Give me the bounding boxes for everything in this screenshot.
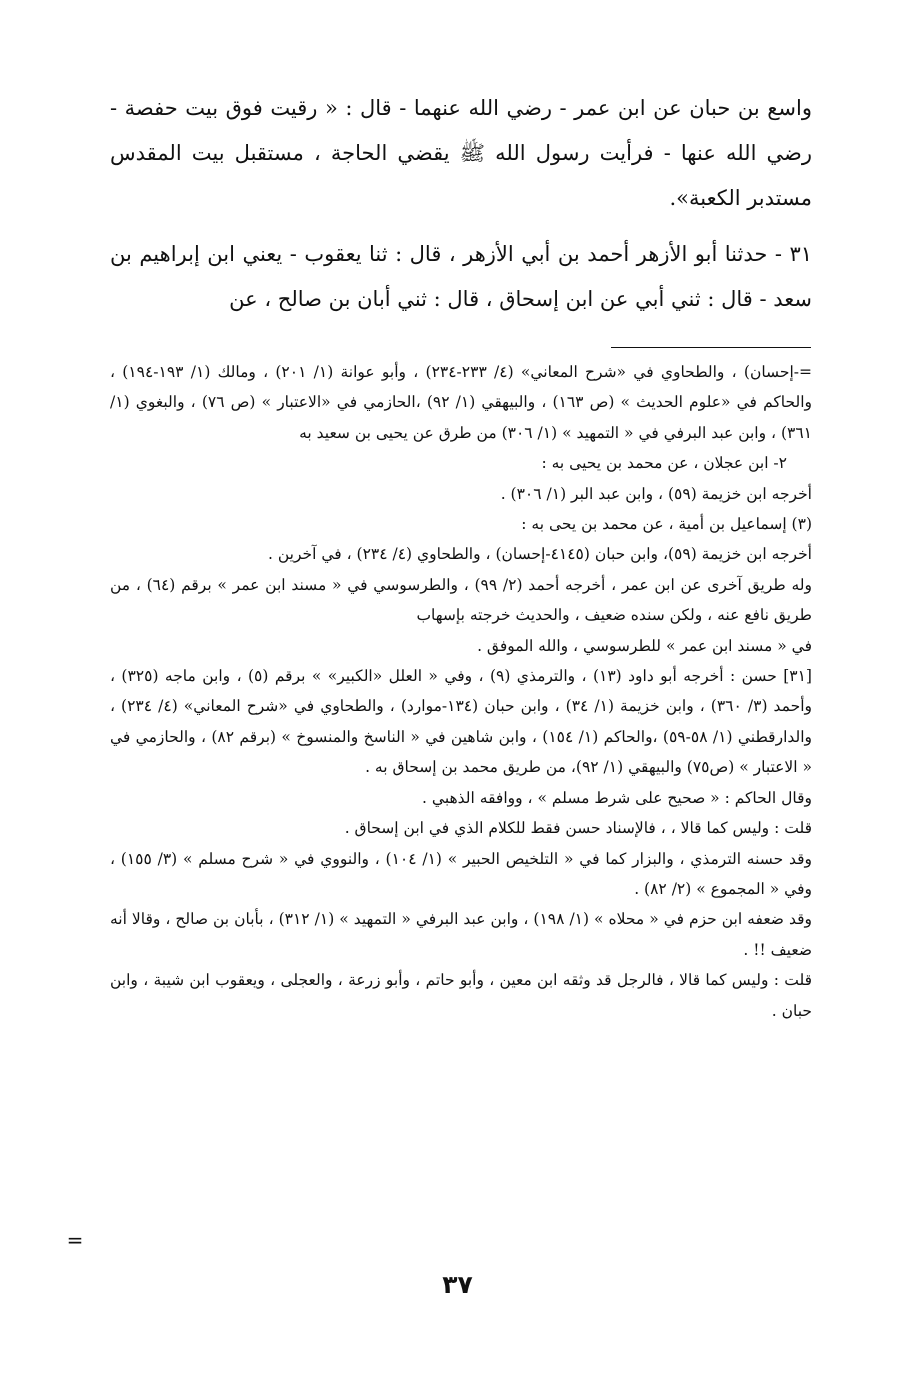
hadith-31-paragraph: ٣١ - حدثنا أبو الأزهر أحمد بن أبي الأزهر ، قال : ثنا يعقوب - يعني ابن إبراهيم بن سعد - قال : ثني أبي عن ابن إسحاق ، قال : ثني أبان بن صالح ، عن	[110, 242, 812, 311]
footnote-line: أخرجه ابن خزيمة (٥٩) ، وابن عبد البر (١/ ٣٠٦) .	[500, 484, 812, 503]
footnotes	[110, 357, 812, 1026]
main-paragraph: واسع بن حبان عن ابن عمر - رضي الله عنهما - قال : « رقيت فوق بيت حفصة - رضي الله عنها - فرأيت رسول الله ﷺ يقضي الحاجة ، مستقبل بيت المقدس مستدبر الكعبة».	[110, 96, 812, 210]
footnote-divider	[611, 347, 811, 348]
footnote-line: (٣) إسماعيل بن أمية ، عن محمد بن يحى به :	[521, 515, 812, 534]
footnote-line: وله طريق آخرى عن ابن عمر ، أخرجه أحمد (٢/ ٩٩) ، والطرسوسي في « مسند ابن عمر » برقم (٦٤) ، من طريق نافع عنه ، ولكن سنده ضعيف ، والحديث خرجته بإسهاب	[110, 575, 812, 625]
continuation-mark: =	[66, 1228, 84, 1252]
footnote-line: قلت : وليس كما قالا ، فالرجل قد وثقه ابن معين ، وأبو حاتم ، وأبو زرعة ، والعجلى ، ويعقوب ابن شيبة ، وابن حبان .	[110, 971, 812, 1020]
footnote-line: في « مسند ابن عمر » للطرسوسي ، والله الموفق .	[477, 636, 812, 655]
main-text	[110, 86, 812, 322]
page-number: ٣٧	[442, 1270, 473, 1299]
footnote-line: أخرجه ابن خزيمة (٥٩)، وابن حبان (٤١٤٥-إحسان) ، والطحاوي (٤/ ٢٣٤) ، في آخرين .	[268, 545, 812, 564]
footnote-line: وقد ضعفه ابن حزم في « محلاه » (١/ ١٩٨) ، وابن عبد البرفي « التمهيد » (١/ ٣١٢) ، بأبان بن صالح ، وقالا أنه ضعيف !! .	[110, 910, 813, 959]
footnote-line: =-إحسان) ، والطحاوي في «شرح المعاني» (٤/ ٢٣٣-٢٣٤) ، وأبو عوانة (١/ ٢٠١) ، ومالك (١/ ١٩٣-١٩٤) ، والحاكم في «علوم الحديث » (ص ١٦٣) ، والبيهقي (١/ ٩٢) ،الحازمي في «الاعتبار » (ص ٧٦) ، والبغوي (١/ ٣٦١) ، وابن عبد البرفي في « التمهيد » (١/ ٣٠٦) من طرق عن يحيى بن سعيد به	[110, 363, 813, 442]
footnote-line: وقال الحاكم : « صحيح على شرط مسلم » ، ووافقه الذهبي .	[422, 788, 812, 807]
footnote-line: [٣١] حسن : أخرجه أبو داود (١٣) ، والترمذي (٩) ، وفي « العلل «الكبير» » برقم (٥) ، وابن ماجه (٣٢٥) ، وأحمد (٣/ ٣٦٠) ، وابن خزيمة (١/ ٣٤) ، وابن حبان (١٣٤-موارد) ، والطحاوي في «شرح المعاني» (٤/ ٢٣٤) ، والدارقطني (١/ ٥٨-٥٩) ،والحاكم (١/ ١٥٤) ، وابن شاهين في « الناسخ والمنسوخ » (برقم ٨٢) ، والحازمي في « الاعتبار » (ص٧٥) والبيهقي (١/ ٩٢)، من طريق محمد بن إسحاق به .	[110, 667, 813, 777]
footnote-line: قلت : وليس كما قالا ، ، فالإسناد حسن فقط للكلام الذي في ابن إسحاق .	[344, 819, 812, 838]
footnote-line: وقد حسنه الترمذي ، والبزار كما في « التلخيص الحبير » (١/ ١٠٤) ، والنووي في « شرح مسلم » (٣/ ١٥٥) ، وفي « المجموع » (٢/ ٨٢) .	[110, 849, 813, 898]
footnote-line: ٢- ابن عجلان ، عن محمد بن يحيى به :	[541, 454, 787, 473]
